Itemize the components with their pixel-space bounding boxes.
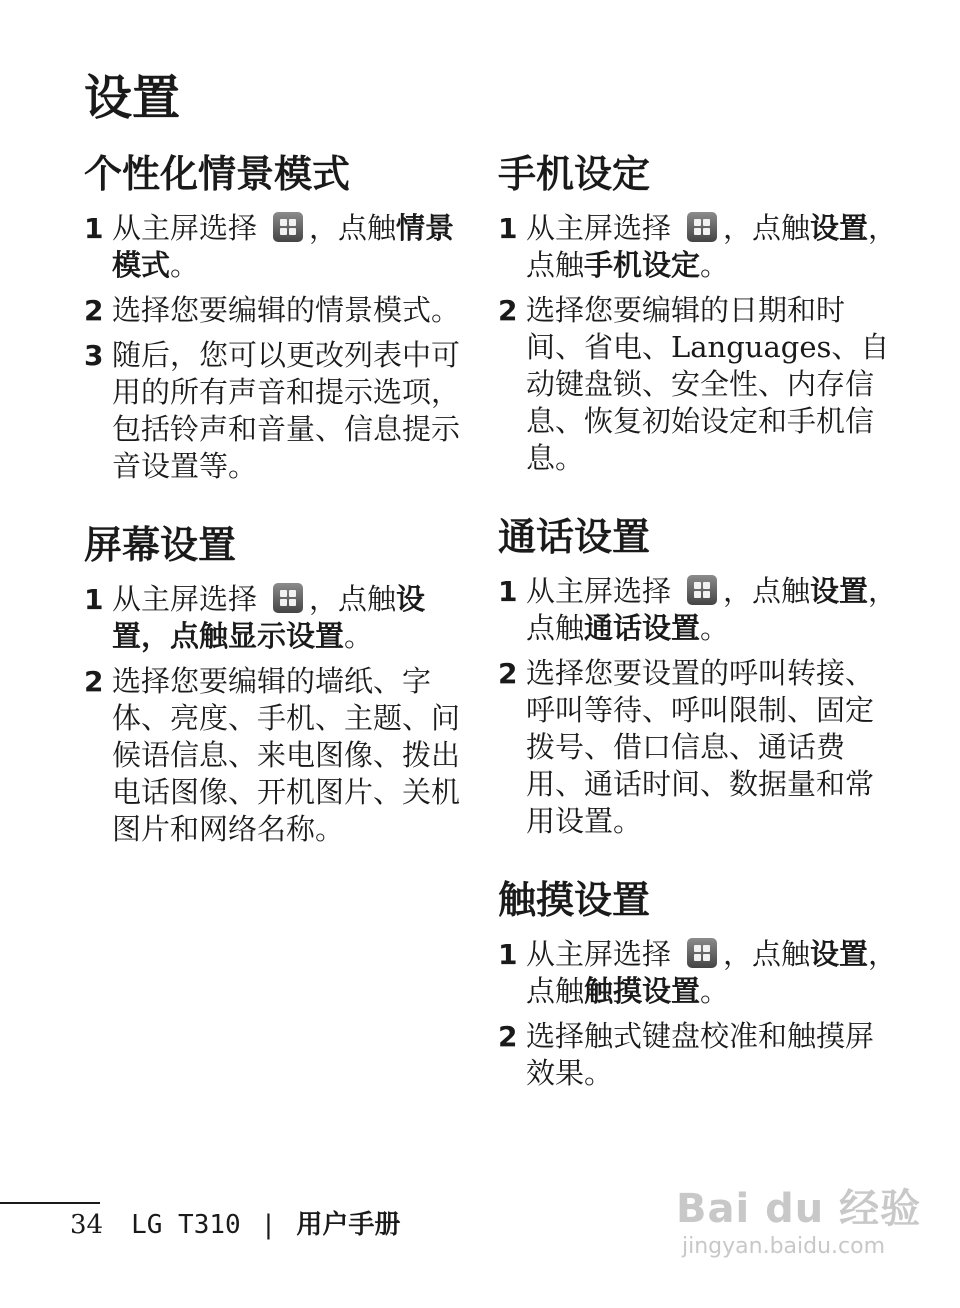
step-item <box>84 663 474 848</box>
step-number: 3 <box>84 339 104 372</box>
step-number: 2 <box>498 294 518 327</box>
step-item <box>498 573 898 647</box>
step-item <box>84 337 474 485</box>
step-number: 1 <box>84 212 104 245</box>
section-title: 通话设置 <box>498 515 651 559</box>
section-profiles <box>84 148 474 485</box>
step-text-part: 。 <box>700 248 730 282</box>
model-name: LG T310 <box>131 1210 241 1240</box>
step-text-part: 从主屏选择 <box>526 211 672 245</box>
step-text-part: ，点触 <box>723 937 811 971</box>
step-bold-term: 设置 <box>810 211 869 245</box>
page-number: 34 <box>70 1210 104 1240</box>
step-text <box>112 210 474 284</box>
step-number: 1 <box>84 583 104 616</box>
step-text-part: ，点触 <box>309 211 397 245</box>
step-text <box>526 573 898 647</box>
watermark-logo: Bai du 经验 <box>676 1186 922 1232</box>
step-number: 1 <box>498 938 518 971</box>
page-title: 设置 <box>84 70 181 126</box>
left-column <box>84 148 474 856</box>
step-text-part: 从主屏选择 <box>112 582 258 616</box>
step-bold-term: 设置 <box>810 574 869 608</box>
step-bold-term: 设置 <box>810 937 869 971</box>
section-touch-settings <box>498 874 898 1092</box>
step-text-part: ，点触 <box>723 211 811 245</box>
step-number: 1 <box>498 575 518 608</box>
step-text-part: ，点触 <box>309 582 397 616</box>
step-bold-term: 情景模式 <box>112 211 455 282</box>
grid-menu-icon <box>687 575 717 605</box>
step-text-part: ，点触 <box>526 574 898 645</box>
step-list <box>498 210 898 477</box>
step-item <box>84 210 474 284</box>
right-column <box>498 148 898 1100</box>
step-text <box>526 210 898 284</box>
step-list <box>84 581 474 848</box>
step-bold-term: 手机设定 <box>584 248 701 282</box>
step-text: 选择您要编辑的日期和时间、省电、Languages、自动键盘锁、安全性、内存信息、恢复初始设定和手机信息。 <box>526 293 890 475</box>
step-item <box>84 292 474 329</box>
step-text-part: ，点触 <box>526 211 898 282</box>
section-title: 手机设定 <box>498 152 651 196</box>
step-text-part: 从主屏选择 <box>526 574 672 608</box>
step-number: 1 <box>498 212 518 245</box>
step-text <box>526 936 898 1010</box>
step-text: 选择您要编辑的墙纸、字体、亮度、手机、主题、问候语信息、来电图像、拨出电话图像、开机图片、关机图片和网络名称。 <box>112 664 461 846</box>
step-list <box>498 936 898 1092</box>
footer-separator: | <box>260 1210 277 1240</box>
step-text-part: ，点触 <box>723 574 811 608</box>
step-text-part: 从主屏选择 <box>526 937 672 971</box>
step-item <box>498 1018 898 1092</box>
step-bold-term: 设置 <box>112 582 426 653</box>
section-title: 触摸设置 <box>498 878 651 922</box>
section-screen <box>84 519 474 848</box>
grid-menu-icon <box>273 212 303 242</box>
grid-menu-icon <box>687 212 717 242</box>
step-number: 2 <box>498 1020 518 1053</box>
step-text: 选择触式键盘校准和触摸屏效果。 <box>526 1019 875 1090</box>
manual-title: 用户手册 <box>296 1210 401 1240</box>
step-text-part: 。 <box>170 248 200 282</box>
baidu-watermark <box>676 1186 936 1286</box>
section-title: 个性化情景模式 <box>84 152 351 196</box>
footer <box>70 1205 400 1245</box>
step-number: 2 <box>498 657 518 690</box>
step-bold-term: 通话设置 <box>584 611 701 645</box>
step-text-part: ，点触 <box>526 937 898 1008</box>
section-call-settings <box>498 511 898 840</box>
step-text: 选择您要编辑的情景模式。 <box>112 293 461 327</box>
step-item <box>498 210 898 284</box>
grid-menu-icon <box>687 938 717 968</box>
step-item <box>498 936 898 1010</box>
step-bold-term: 显示设置 <box>228 619 345 653</box>
step-list <box>498 573 898 840</box>
step-list <box>84 210 474 485</box>
footer-rule <box>0 1202 100 1204</box>
step-text-part: 。 <box>344 619 374 653</box>
step-text-part: ，点触 <box>141 619 229 653</box>
step-item <box>498 655 898 840</box>
step-text: 随后，您可以更改列表中可用的所有声音和提示选项，包括铃声和音量、信息提示音设置等。 <box>112 338 461 483</box>
watermark-url: jingyan.baidu.com <box>682 1234 886 1259</box>
step-text-part: 从主屏选择 <box>112 211 258 245</box>
step-item <box>498 292 898 477</box>
step-text-part: 。 <box>700 611 730 645</box>
section-phone-settings <box>498 148 898 477</box>
step-number: 2 <box>84 665 104 698</box>
step-bold-term: 触摸设置 <box>584 974 701 1008</box>
step-number: 2 <box>84 294 104 327</box>
step-text: 选择您要设置的呼叫转接、呼叫等待、呼叫限制、固定拨号、借口信息、通话费用、通话时间、数据量和常用设置。 <box>526 656 875 838</box>
step-text <box>112 581 474 655</box>
grid-menu-icon <box>273 583 303 613</box>
step-item <box>84 581 474 655</box>
step-text-part: 。 <box>700 974 730 1008</box>
section-title: 屏幕设置 <box>84 523 237 567</box>
